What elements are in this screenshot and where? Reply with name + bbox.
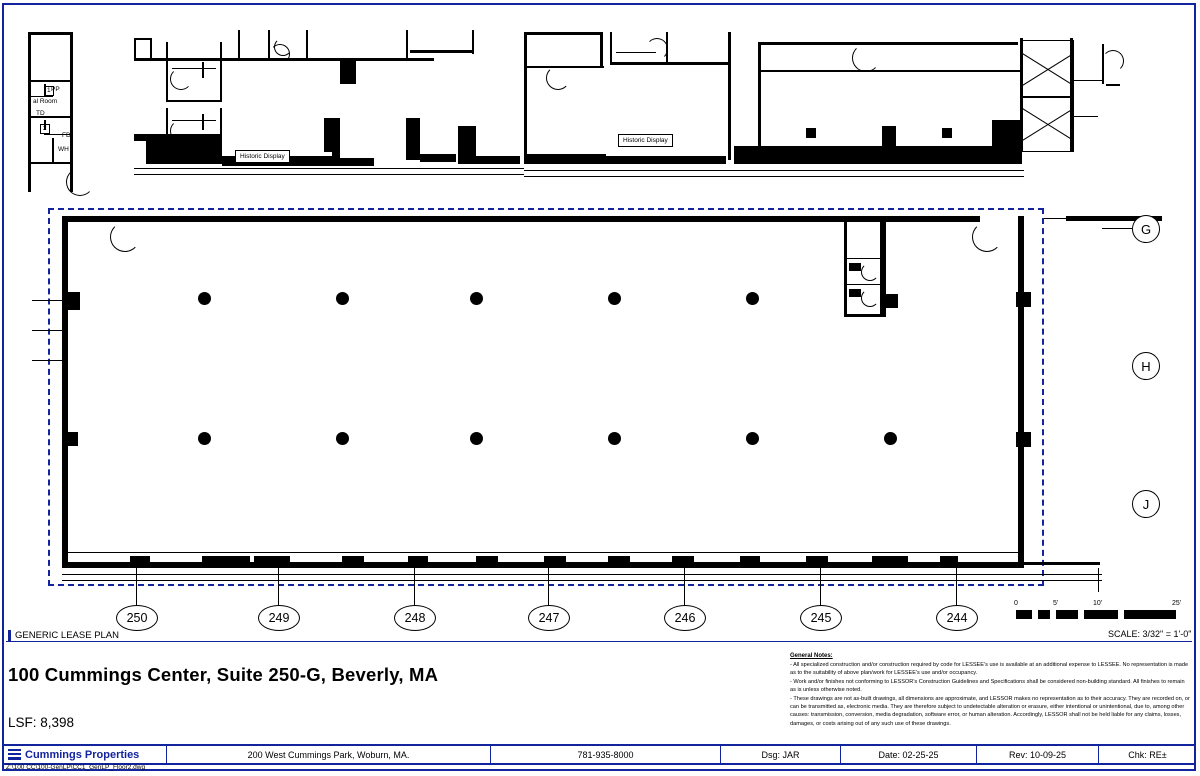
scale-tick-10: 10' bbox=[1093, 600, 1103, 607]
column bbox=[470, 292, 483, 305]
plan-label-1: 1 bbox=[44, 86, 54, 96]
plan-label-wh: WH bbox=[58, 146, 69, 153]
stair-hatch bbox=[1022, 96, 1074, 152]
company-phone: 781-935-8000 bbox=[491, 746, 721, 763]
wall bbox=[28, 32, 73, 35]
grid-bubble-G: G bbox=[1132, 215, 1160, 243]
grid-bubble-H: H bbox=[1132, 352, 1160, 380]
column bbox=[198, 432, 211, 445]
historic-display-label-left: Historic Display bbox=[235, 150, 290, 163]
floor-plan-drawing bbox=[6, 8, 1192, 638]
grid-bubble-245: 245 bbox=[800, 605, 842, 631]
column bbox=[470, 432, 483, 445]
grid-bubble-246: 246 bbox=[664, 605, 706, 631]
column bbox=[608, 292, 621, 305]
wall bbox=[28, 116, 73, 118]
plan-label-fd: FD bbox=[62, 132, 71, 139]
general-note-item: - Work and/or finishes not conforming to LESSOR's Construction Guidelines and Specifications shall be considered non-building standard. All finishes to remain as is unless otherwise noted. bbox=[790, 678, 1185, 694]
scale-tick-5: 5' bbox=[1053, 600, 1059, 607]
general-notes bbox=[790, 652, 1190, 728]
door-swing bbox=[110, 222, 140, 252]
company-brand bbox=[4, 746, 167, 763]
general-note-item: - All specialized construction and/or construction required by code for LESSEE's use is available at an additional expense to LESSEE. No representation is made as to the suitability of above plan/work for LESSEE's use and/or occupancy. bbox=[790, 662, 1189, 677]
file-path: Z:\100 CC\100-GenLP\CC1_GenLP_Floor2.dwg bbox=[6, 764, 146, 771]
column bbox=[884, 432, 897, 445]
divider bbox=[6, 641, 1192, 642]
column bbox=[608, 432, 621, 445]
wall-top bbox=[62, 216, 980, 222]
door-swing bbox=[972, 222, 1002, 252]
company-name: Cummings Properties bbox=[25, 748, 140, 761]
historic-display-label-right: Historic Display bbox=[618, 134, 673, 147]
plan-label-td: TD bbox=[36, 110, 45, 117]
scale-bar-labels bbox=[1014, 600, 1184, 612]
column bbox=[746, 432, 759, 445]
scale-tick-0: 0 bbox=[1014, 600, 1018, 607]
generic-lease-plan-label: GENERIC LEASE PLAN bbox=[8, 630, 119, 641]
checked-by-field: Chk: RE± bbox=[1128, 749, 1167, 760]
page-title: 100 Cummings Center, Suite 250-G, Beverly, MA bbox=[8, 664, 439, 685]
scale-text: SCALE: 3/32" = 1'-0" bbox=[1108, 629, 1192, 639]
designer-field: Dsg: JAR bbox=[721, 746, 841, 763]
stair-hatch bbox=[1022, 40, 1074, 98]
date-field: Date: 02-25-25 bbox=[841, 746, 977, 763]
grid-bubble-247: 247 bbox=[528, 605, 570, 631]
column bbox=[746, 292, 759, 305]
wall bbox=[70, 32, 73, 192]
plan-label-room: al Room bbox=[33, 98, 58, 105]
wall bbox=[28, 80, 73, 82]
cummings-logo-icon bbox=[8, 749, 21, 760]
wall-left bbox=[62, 216, 68, 568]
door-swing bbox=[66, 168, 94, 196]
column bbox=[198, 292, 211, 305]
wall bbox=[28, 162, 73, 164]
grid-bubble-244: 244 bbox=[936, 605, 978, 631]
revision-field: Rev: 10-09-25 bbox=[977, 746, 1099, 763]
grid-bubble-250: 250 bbox=[116, 605, 158, 631]
wall bbox=[28, 32, 31, 192]
lsf-value: LSF: 8,398 bbox=[8, 715, 75, 730]
grid-bubble-J: J bbox=[1132, 490, 1160, 518]
grid-bubble-248: 248 bbox=[394, 605, 436, 631]
grid-bubble-249: 249 bbox=[258, 605, 300, 631]
company-address: 200 West Cummings Park, Woburn, MA. bbox=[167, 746, 491, 763]
lease-boundary bbox=[48, 208, 1044, 586]
general-note-item: - These drawings are not as-built drawings, all dimensions are approximate, and LESSOR makes no representation as to their accuracy. They are recorded on, or can be transmitted as, electronic media. They are therefore subject to undetectable alteration or erasure, either intentional or unintentional, due to, among other causes: transmission, conversion, media degradation, software error, or human alteration. Accordingly, LESSOR shall not be held liable for any claims, losses, damages, or costs arising out of any such use of these drawings. bbox=[790, 695, 1190, 727]
title-block-bar bbox=[4, 744, 1196, 765]
plan-label-2: 2 bbox=[40, 124, 50, 134]
plan-label-pp: PP bbox=[51, 86, 60, 93]
scale-tick-25: 25' bbox=[1172, 600, 1182, 607]
column bbox=[336, 432, 349, 445]
wall-right bbox=[1018, 216, 1024, 568]
column bbox=[336, 292, 349, 305]
general-notes-title: General Notes: bbox=[790, 653, 833, 659]
